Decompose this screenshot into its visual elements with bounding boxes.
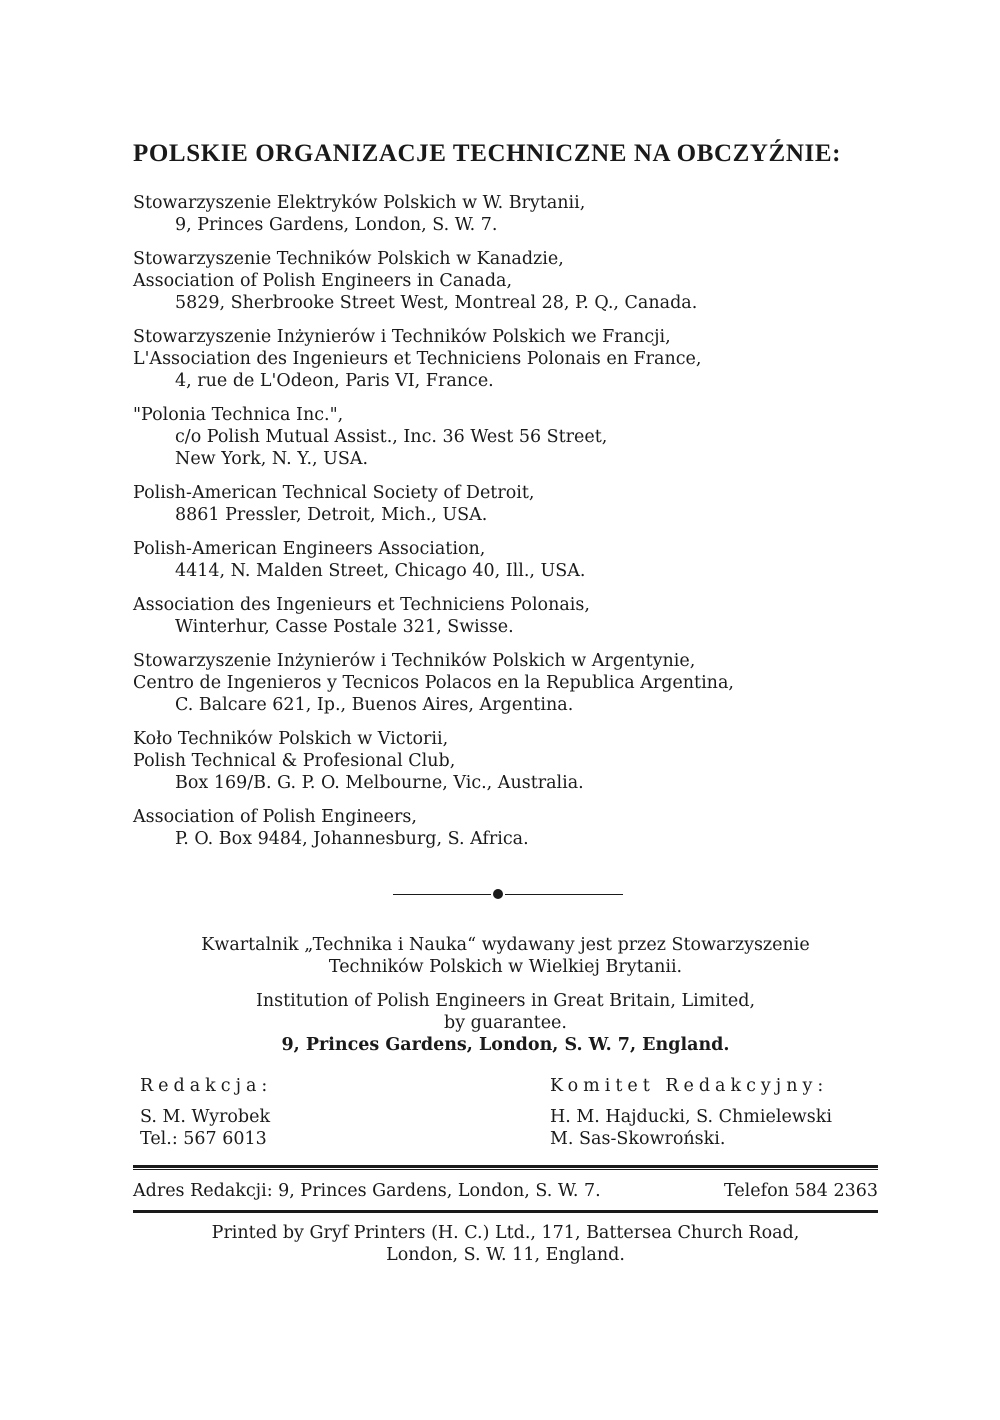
- publisher-address: 9, Princes Gardens, London, S. W. 7, England.: [281, 1035, 730, 1055]
- publisher-line: Kwartalnik „Technika i Nauka“ wydawany jest przez Stowarzyszenie: [201, 935, 810, 955]
- organization-name: Stowarzyszenie Techników Polskich w Kanadzie,: [133, 249, 564, 269]
- divider-line-left: [393, 894, 491, 895]
- committee-block: [550, 1075, 832, 1150]
- organization-address: 8861 Pressler, Detroit, Mich., USA.: [175, 505, 488, 525]
- editorial-block: [140, 1075, 272, 1150]
- editorial-heading: Redakcja:: [140, 1076, 273, 1096]
- organization-entry: [133, 326, 893, 392]
- organization-name: Association of Polish Engineers in Canada,: [133, 271, 513, 291]
- organization-name: Stowarzyszenie Inżynierów i Techników Polskich we Francji,: [133, 327, 671, 347]
- organization-address: P. O. Box 9484, Johannesburg, S. Africa.: [175, 829, 529, 849]
- organization-address: 9, Princes Gardens, London, S. W. 7.: [175, 215, 498, 235]
- footer-rule-top-thin: [133, 1169, 878, 1170]
- organization-name: L'Association des Ingenieurs et Techniciens Polonais en France,: [133, 349, 702, 369]
- organization-name: Association des Ingenieurs et Techniciens Polonais,: [133, 595, 590, 615]
- organization-address: C. Balcare 621, Ip., Buenos Aires, Argentina.: [175, 695, 574, 715]
- organization-address: Winterhur, Casse Postale 321, Swisse.: [175, 617, 514, 637]
- organization-name: Association of Polish Engineers,: [133, 807, 417, 827]
- organization-name: Polish Technical & Profesional Club,: [133, 751, 456, 771]
- organization-entry: [133, 192, 893, 236]
- organization-address: 4414, N. Malden Street, Chicago 40, Ill., USA.: [175, 561, 586, 581]
- footer-rule-bottom: [133, 1210, 878, 1213]
- organization-name: Stowarzyszenie Inżynierów i Techników Polskich w Argentynie,: [133, 651, 696, 671]
- ornamental-divider: [393, 888, 623, 900]
- organization-entry: [133, 594, 893, 638]
- editorial-address: Adres Redakcji: 9, Princes Gardens, London, S. W. 7.: [133, 1181, 601, 1201]
- organization-entry: [133, 404, 893, 470]
- divider-line-right: [505, 894, 623, 895]
- organization-name: Polish-American Engineers Association,: [133, 539, 486, 559]
- footer-address-line: [133, 1180, 878, 1202]
- page-title: POLSKIE ORGANIZACJE TECHNICZNE NA OBCZYŹNIE:: [133, 140, 842, 167]
- organization-address: 5829, Sherbrooke Street West, Montreal 28, P. Q., Canada.: [175, 293, 698, 313]
- committee-heading: Komitet Redakcyjny:: [550, 1076, 829, 1096]
- printer-line: Printed by Gryf Printers (H. C.) Ltd., 171, Battersea Church Road,: [211, 1223, 800, 1243]
- printer-line: London, S. W. 11, England.: [386, 1245, 625, 1265]
- committee-members: M. Sas-Skowroński.: [550, 1129, 726, 1149]
- organization-name: Centro de Ingenieros y Tecnicos Polacos en la Republica Argentina,: [133, 673, 734, 693]
- publisher-line: Techników Polskich w Wielkiej Brytanii.: [328, 957, 683, 977]
- organization-address: c/o Polish Mutual Assist., Inc. 36 West 56 Street,: [175, 427, 608, 447]
- organization-list: [133, 192, 893, 862]
- publisher-block: [133, 934, 878, 1056]
- organization-entry: [133, 806, 893, 850]
- printer-imprint: [133, 1222, 878, 1266]
- publisher-line: by guarantee.: [444, 1013, 567, 1033]
- organization-name: Polish-American Technical Society of Detroit,: [133, 483, 535, 503]
- organization-entry: [133, 538, 893, 582]
- organization-address: Box 169/B. G. P. O. Melbourne, Vic., Australia.: [175, 773, 584, 793]
- organization-entry: [133, 248, 893, 314]
- organization-name: Stowarzyszenie Elektryków Polskich w W. Brytanii,: [133, 193, 586, 213]
- editor-phone: Tel.: 567 6013: [140, 1129, 267, 1149]
- editorial-telephone: Telefon 584 2363: [724, 1181, 878, 1201]
- organization-entry: [133, 728, 893, 794]
- committee-members: H. M. Hajducki, S. Chmielewski: [550, 1107, 832, 1127]
- footer-rule-top: [133, 1165, 878, 1168]
- organization-address: 4, rue de L'Odeon, Paris VI, France.: [175, 371, 494, 391]
- organization-address: New York, N. Y., USA.: [175, 449, 369, 469]
- divider-dot: [493, 889, 503, 899]
- organization-entry: [133, 482, 893, 526]
- editor-name: S. M. Wyrobek: [140, 1107, 271, 1127]
- publisher-line: Institution of Polish Engineers in Great Britain, Limited,: [255, 991, 756, 1011]
- organization-name: Koło Techników Polskich w Victorii,: [133, 729, 449, 749]
- organization-name: "Polonia Technica Inc.",: [133, 405, 344, 425]
- organization-entry: [133, 650, 893, 716]
